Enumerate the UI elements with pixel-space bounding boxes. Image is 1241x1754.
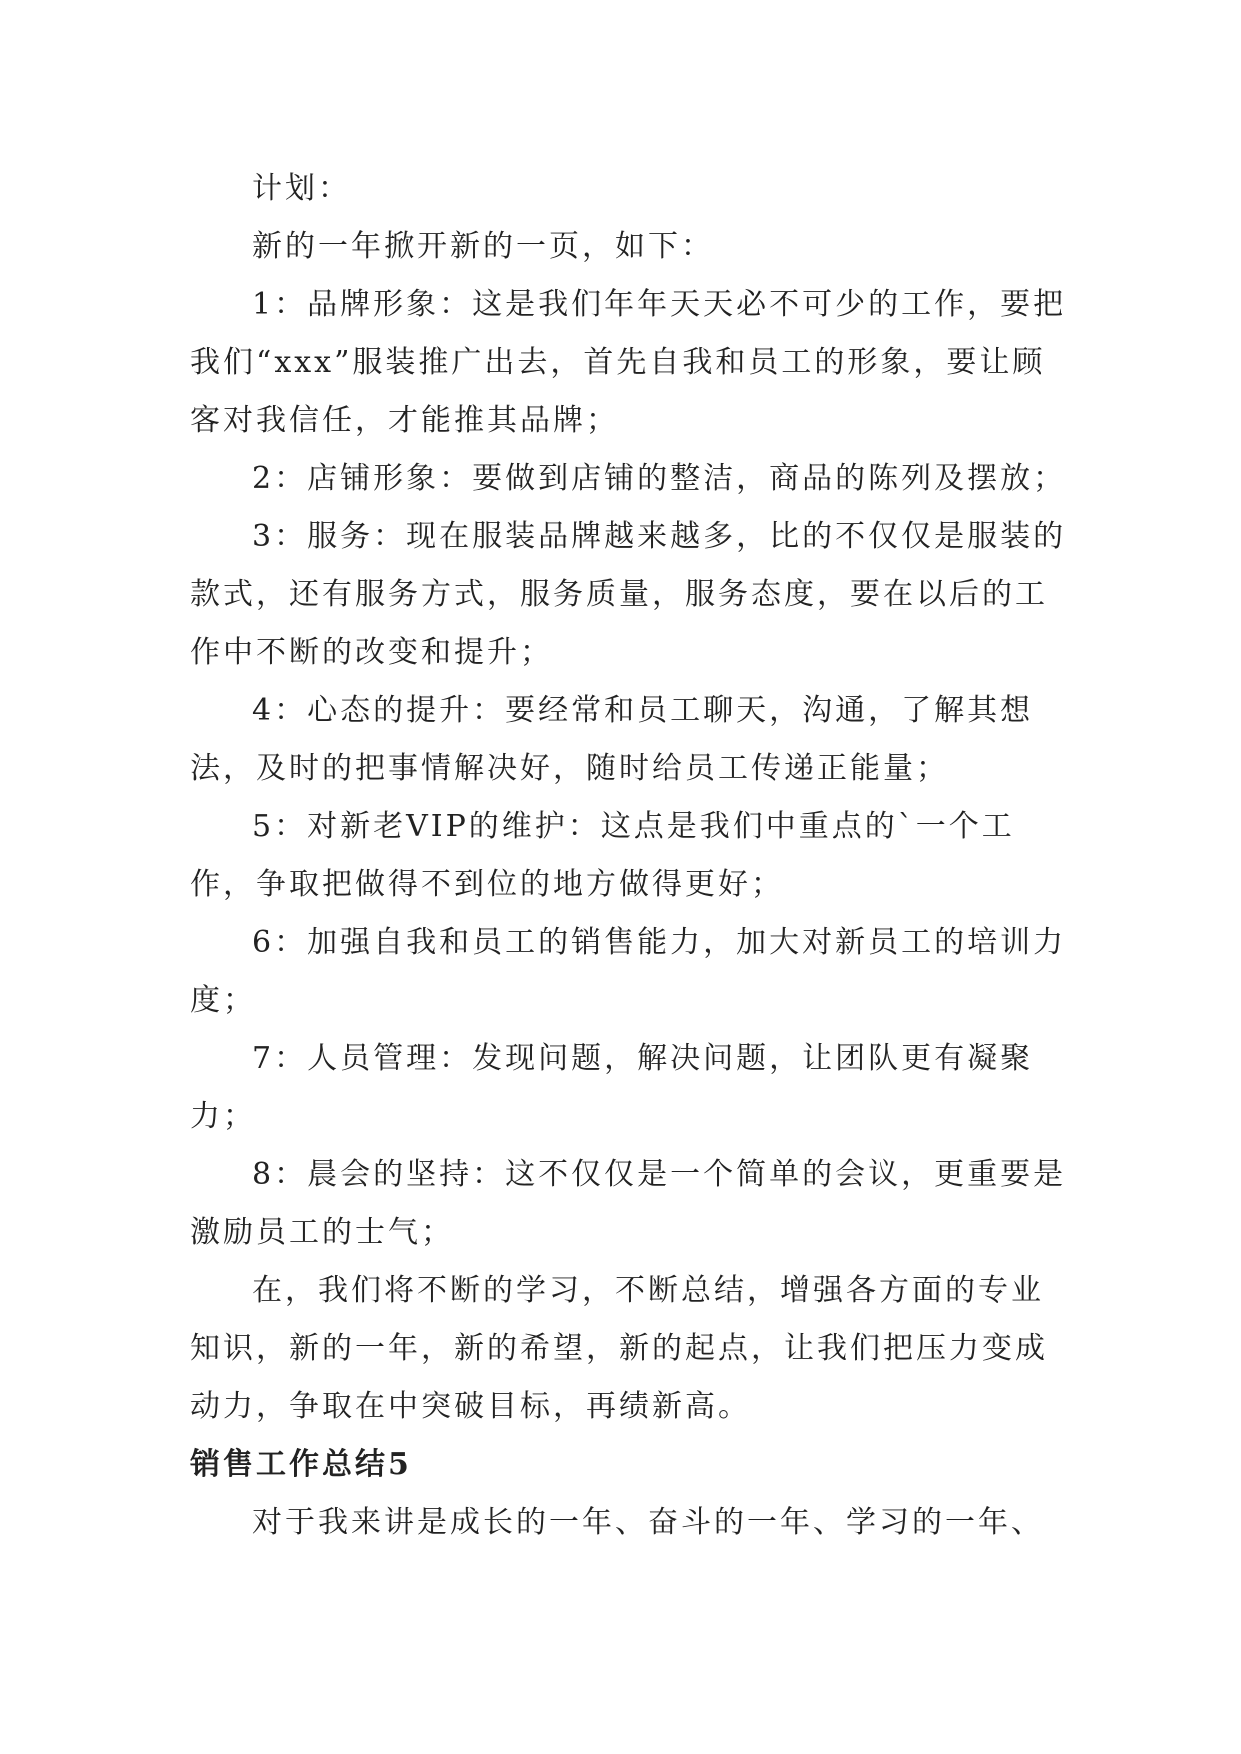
paragraph-item-2: 2：店铺形象：要做到店铺的整洁，商品的陈列及摆放；	[252, 461, 1067, 496]
paragraph-item-5: 5：对新老VIP的维护：这点是我们中重点的`一个工作，争取把做得不到位的地方做得更好；	[190, 809, 1015, 902]
paragraph-item-1: 1：品牌形象：这是我们年年天天必不可少的工作，要把我们“xxx”服装推广出去，首先自我和员工的形象，要让顾客对我信任，才能推其品牌；	[190, 287, 1067, 438]
paragraph-conclusion: 在，我们将不断的学习，不断总结，增强各方面的专业知识，新的一年，新的希望，新的起点，让我们把压力变成动力，争取在中突破目标，再绩新高。	[190, 1273, 1048, 1424]
paragraph-item-3: 3：服务：现在服装品牌越来越多，比的不仅仅是服装的款式，还有服务方式，服务质量，服务态度，要在以后的工作中不断的改变和提升；	[190, 519, 1067, 670]
paragraph-intro: 新的一年掀开新的一页，如下：	[252, 229, 714, 264]
paragraph-item-6: 6：加强自我和员工的销售能力，加大对新员工的培训力度；	[190, 925, 1067, 1018]
document-body	[190, 160, 1070, 1552]
paragraph-item-4: 4：心态的提升：要经常和员工聊天，沟通，了解其想法，及时的把事情解决好，随时给员工传递正能量；	[190, 693, 1034, 786]
paragraph-item-8: 8：晨会的坚持：这不仅仅是一个简单的会议，更重要是激励员工的士气；	[190, 1157, 1067, 1250]
paragraph-section-start: 对于我来讲是成长的一年、奋斗的一年、学习的一年、	[252, 1505, 1044, 1540]
paragraph-plan-label: 计划：	[252, 171, 351, 206]
paragraph-item-7: 7：人员管理：发现问题，解决问题，让团队更有凝聚力；	[190, 1041, 1034, 1134]
section-title: 销售工作总结5	[190, 1447, 412, 1482]
